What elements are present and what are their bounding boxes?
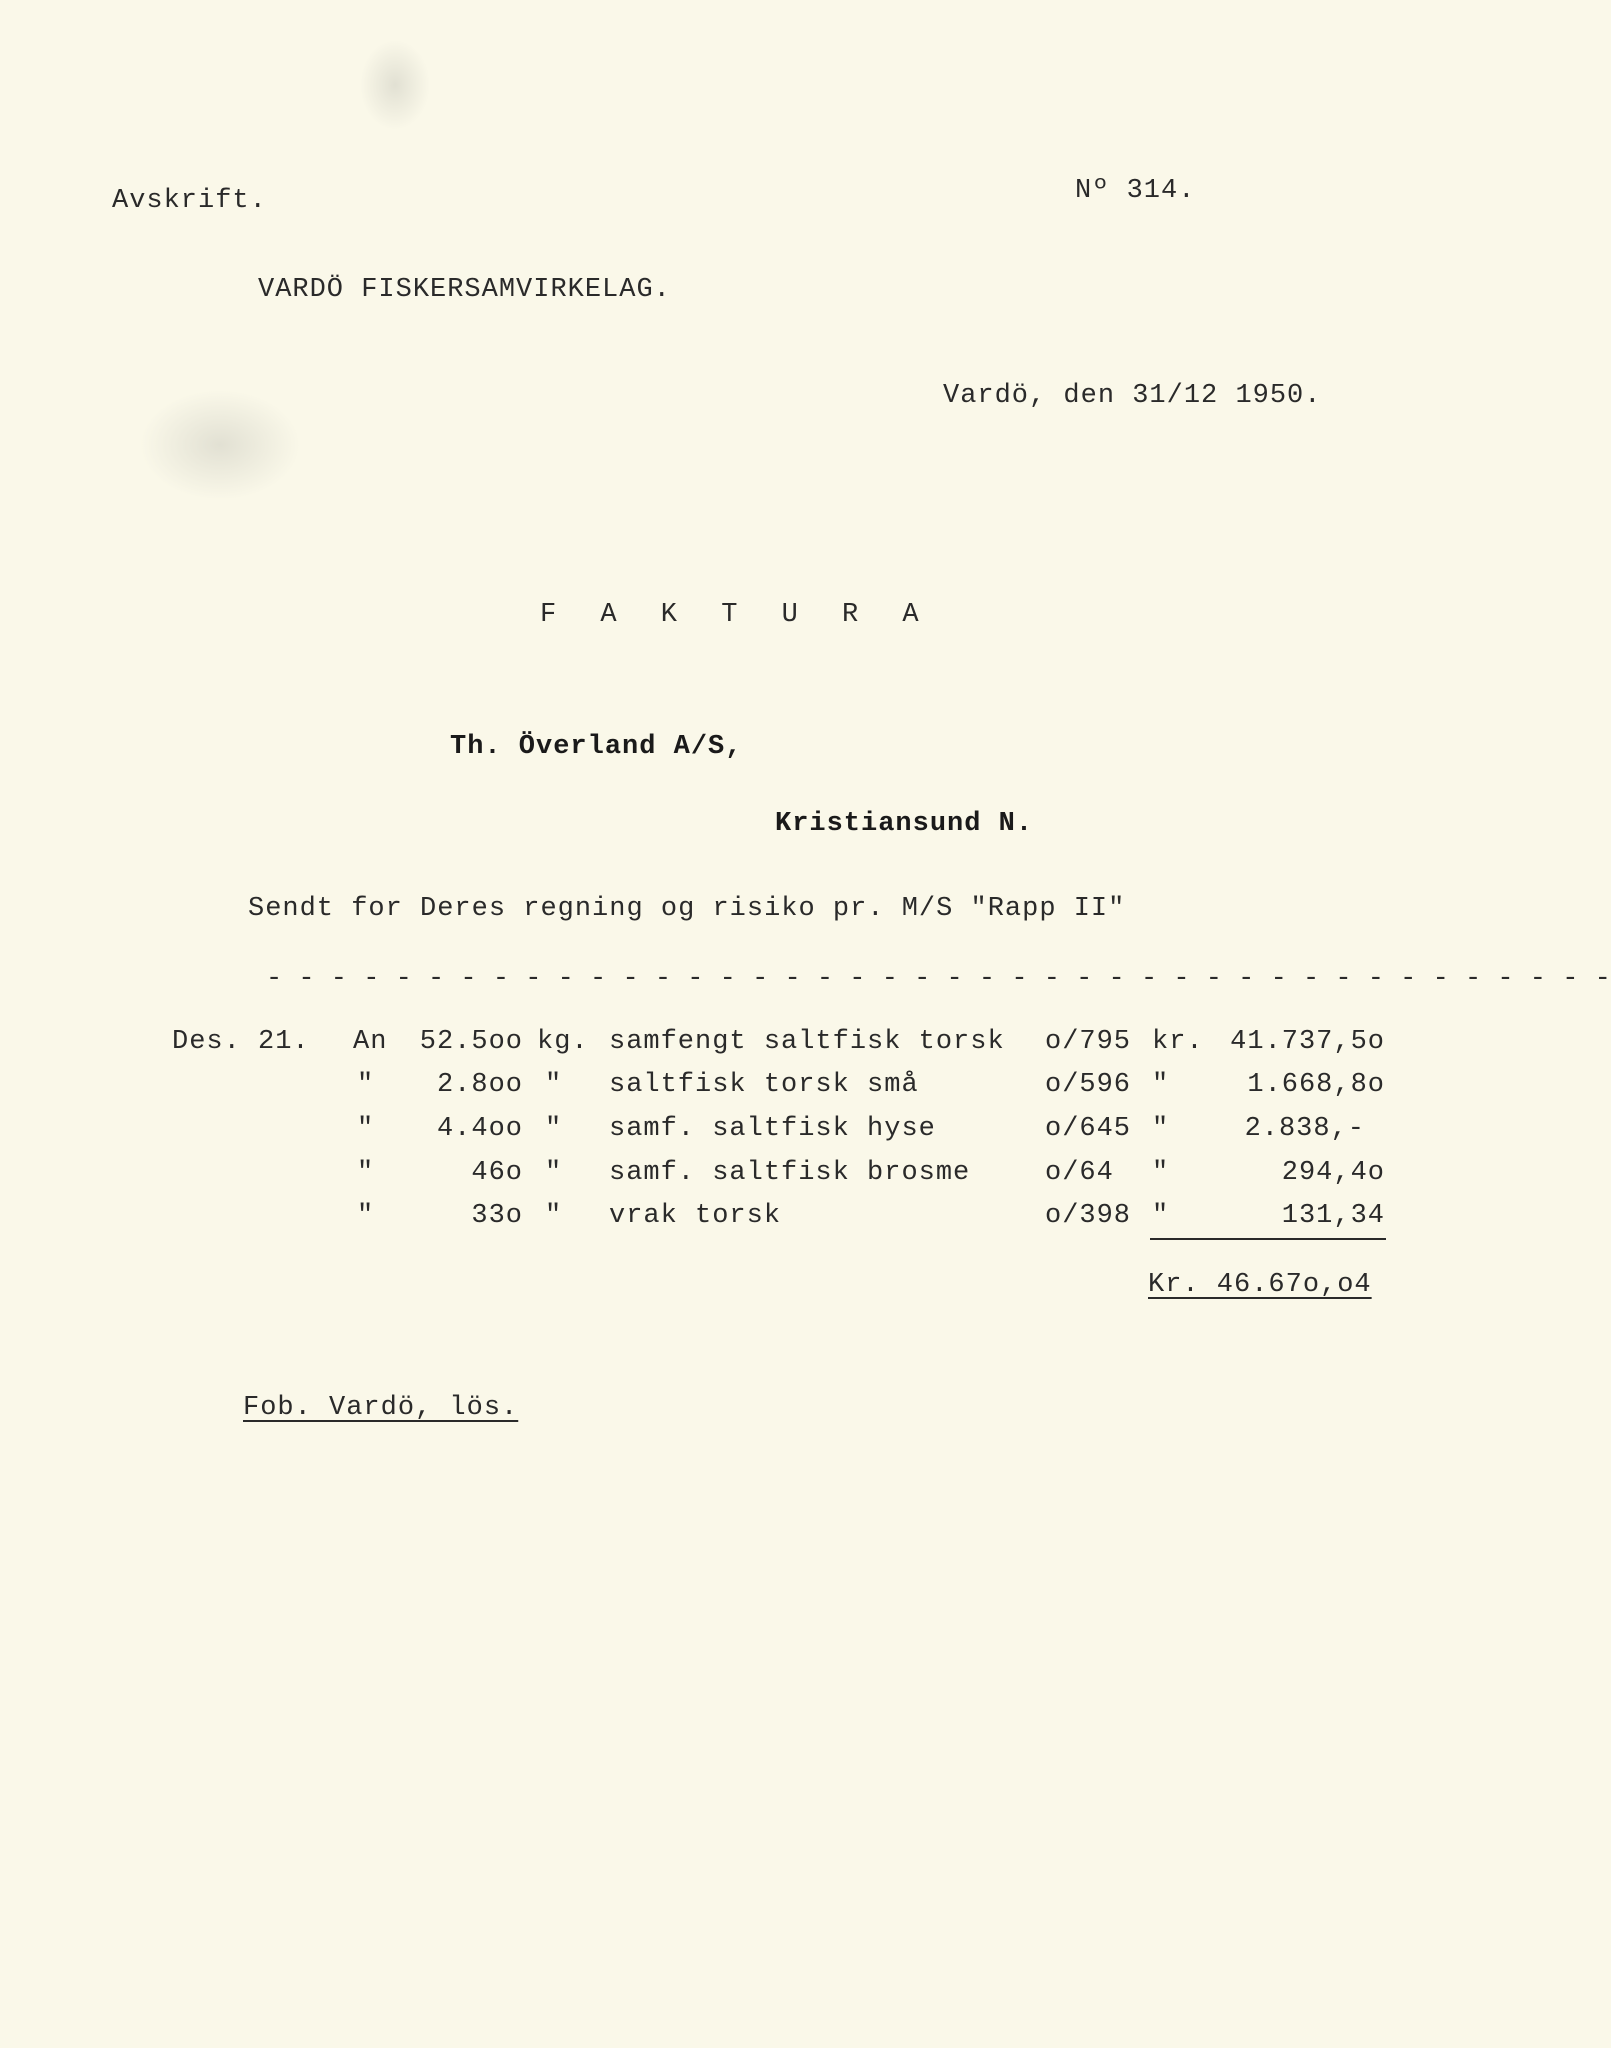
row-quantity: 46o xyxy=(471,1158,523,1188)
document-title: F A K T U R A xyxy=(540,600,933,630)
shipping-terms: Fob. Vardö, lös. xyxy=(243,1393,519,1423)
row-amount: 1.668,8o xyxy=(1247,1070,1385,1100)
row-amount: 2.838,- xyxy=(1244,1114,1365,1144)
row-prefix: " xyxy=(357,1070,375,1100)
row-prefix: An xyxy=(353,1027,388,1057)
row-description: saltfisk torsk små xyxy=(609,1070,919,1100)
row-unit: " xyxy=(545,1070,563,1100)
row-amount: 294,4o xyxy=(1281,1158,1385,1188)
row-quantity: 2.8oo xyxy=(436,1070,523,1100)
invoice-total: Kr. 46.67o,o4 xyxy=(1148,1270,1372,1300)
paper-smudge xyxy=(360,40,430,130)
row-unit: kg. xyxy=(537,1027,589,1057)
row-amount: 41.737,5o xyxy=(1230,1027,1385,1057)
row-description: vrak torsk xyxy=(609,1201,782,1231)
row-rate: o/795 xyxy=(1045,1027,1132,1057)
recipient-city: Kristiansund N. xyxy=(775,809,1034,839)
row-rate: o/398 xyxy=(1045,1201,1132,1231)
row-currency: " xyxy=(1152,1158,1170,1188)
row-rate: o/645 xyxy=(1045,1114,1132,1144)
row-quantity: 4.4oo xyxy=(436,1114,523,1144)
paper-smudge xyxy=(140,390,300,500)
row-prefix: " xyxy=(357,1201,375,1231)
row-unit: " xyxy=(545,1201,563,1231)
invoice-date: Des. 21. xyxy=(172,1027,310,1057)
row-quantity: 33o xyxy=(471,1201,523,1231)
row-currency: " xyxy=(1152,1201,1170,1231)
row-quantity: 52.5oo xyxy=(419,1027,523,1057)
row-amount: 131,34 xyxy=(1281,1201,1385,1231)
row-description: samf. saltfisk brosme xyxy=(609,1158,971,1188)
row-rate: o/596 xyxy=(1045,1070,1132,1100)
row-unit: " xyxy=(545,1158,563,1188)
date-line: Vardö, den 31/12 1950. xyxy=(943,381,1322,411)
sender-name: VARDÖ FISKERSAMVIRKELAG. xyxy=(258,275,671,305)
row-currency: kr. xyxy=(1152,1027,1204,1057)
sum-rule xyxy=(1150,1238,1386,1240)
row-prefix: " xyxy=(357,1158,375,1188)
recipient-name: Th. Överland A/S, xyxy=(450,732,743,762)
row-description: samf. saltfisk hyse xyxy=(609,1114,936,1144)
shipping-note: Sendt for Deres regning og risiko pr. M/S "Rapp II" xyxy=(248,894,1126,924)
separator-line: - - - - - - - - - - - - - - - - - - - - - - - - - - - - - - - - - - - - - - - - - - xyxy=(266,964,1611,994)
copy-label: Avskrift. xyxy=(112,186,267,216)
document-number: Nº 314. xyxy=(1075,176,1196,206)
row-prefix: " xyxy=(357,1114,375,1144)
row-description: samfengt saltfisk torsk xyxy=(609,1027,1005,1057)
row-currency: " xyxy=(1152,1070,1170,1100)
row-unit: " xyxy=(545,1114,563,1144)
row-currency: " xyxy=(1152,1114,1170,1144)
row-rate: o/64 xyxy=(1045,1158,1114,1188)
